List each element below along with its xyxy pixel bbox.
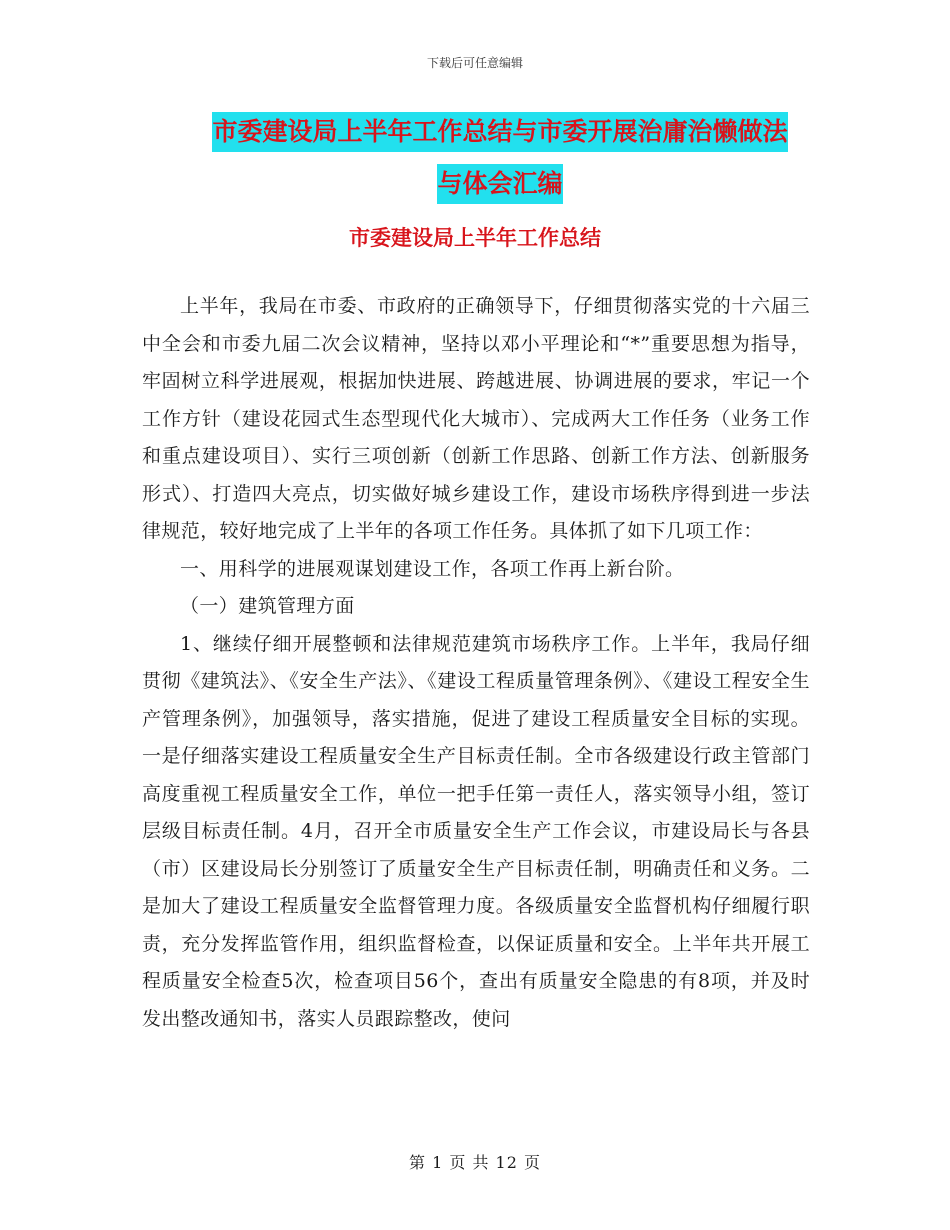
document-title <box>120 106 880 210</box>
document-body <box>142 288 810 1038</box>
title-line-1: 市委建设局上半年工作总结与市委开展治庸治懒做法 <box>212 112 787 152</box>
title-line-2: 与体会汇编 <box>437 164 562 204</box>
paragraph: 1、继续仔细开展整顿和法律规范建筑市场秩序工作。上半年，我局仔细贯彻《建筑法》、《安全生产法》、《建设工程质量管理条例》、《建设工程安全生产管理条例》，加强领导，落实措施，促进了建设工程质量安全目标的实现。一是仔细落实建设工程质量安全生产目标责任制。全市各级建设行政主管部门高度重视工程质量安全工作，单位一把手任第一责任人，落实领导小组，签订层级目标责任制。4月，召开全市质量安全生产工作会议，市建设局长与各县（市）区建设局长分别签订了质量安全生产目标责任制，明确责任和义务。二是加大了建设工程质量安全监督管理力度。各级质量安全监督机构仔细履行职责，充分发挥监管作用，组织监督检查，以保证质量和安全。上半年共开展工程质量安全检查5次，检查项目56个，查出有质量安全隐患的有8项，并及时发出整改通知书，落实人员跟踪整改，使问 <box>142 632 810 1030</box>
paragraph: （一）建筑管理方面 <box>180 595 355 617</box>
paragraph: 上半年，我局在市委、市政府的正确领导下，仔细贯彻落实党的十六届三中全会和市委九届二次会议精神，坚持以邓小平理论和“*”重要思想为指导，牢固树立科学进展观，根据加快进展、跨越进展、协调进展的要求，牢记一个工作方针（建设花园式生态型现代化大城市）、完成两大工作任务（业务工作和重点建设项目）、实行三项创新（创新工作思路、创新工作方法、创新服务形式）、打造四大亮点，切实做好城乡建设工作，建设市场秩序得到进一步法律规范，较好地完成了上半年的各项工作任务。具体抓了如下几项工作： <box>142 295 810 542</box>
header-note: 下载后可任意编辑 <box>426 56 523 70</box>
page-number-footer: 第 1 页 共 12 页 <box>409 1153 541 1172</box>
section-title: 市委建设局上半年工作总结 <box>349 226 601 250</box>
paragraph: 一、用科学的进展观谋划建设工作，各项工作再上新台阶。 <box>180 557 685 580</box>
